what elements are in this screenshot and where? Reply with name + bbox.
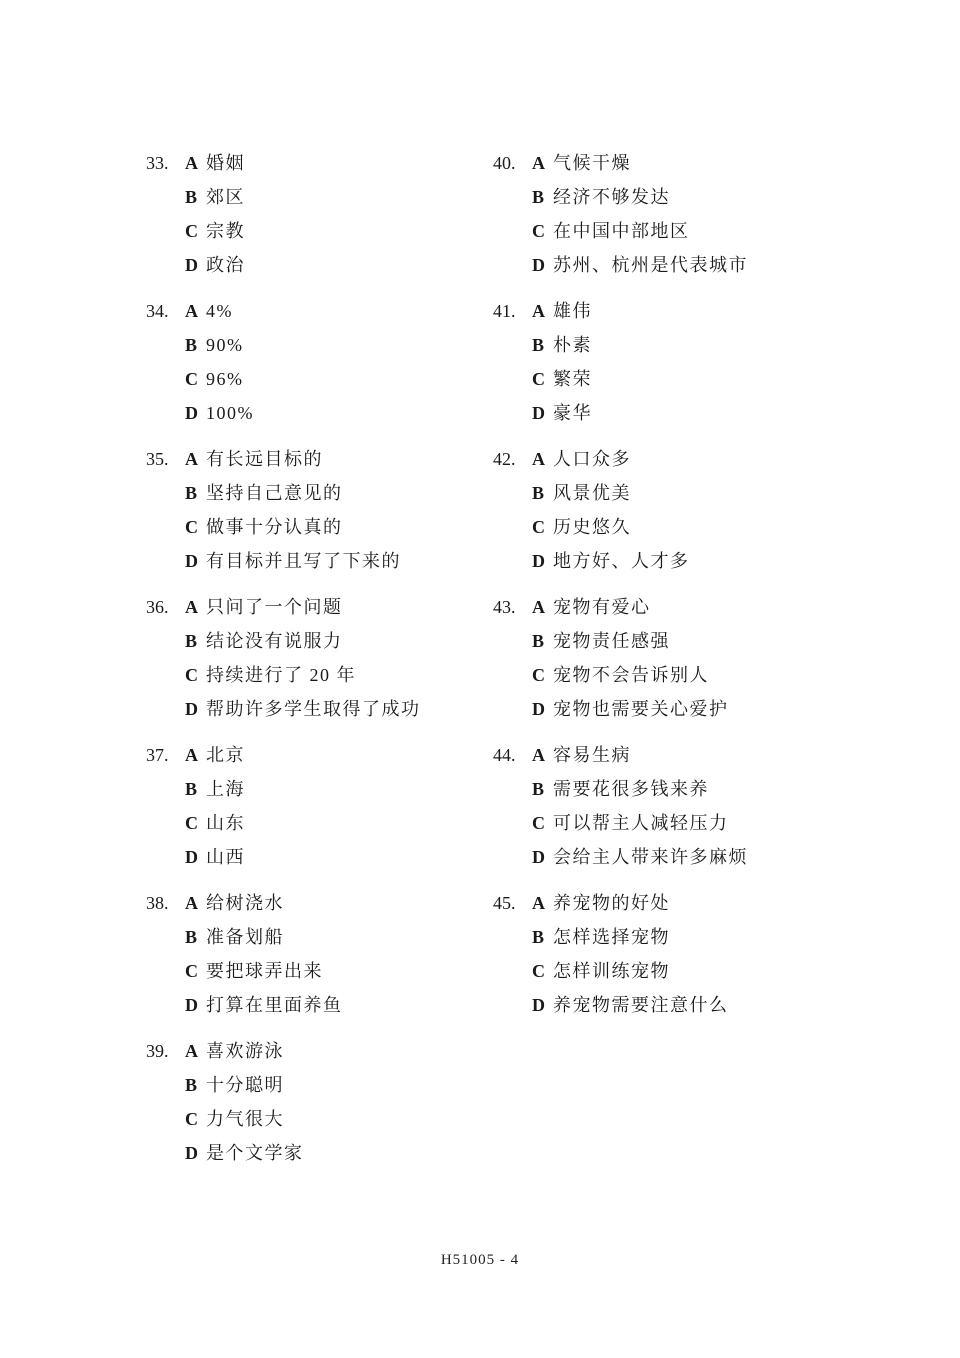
- question-number: 33.: [146, 153, 169, 173]
- option-letter: B: [532, 483, 545, 503]
- options-list: [185, 442, 401, 578]
- option-row: [185, 692, 421, 726]
- option-row: [532, 658, 729, 692]
- option-text: 给树浇水: [206, 893, 284, 913]
- option-letter: A: [532, 597, 545, 617]
- option-letter: A: [532, 301, 545, 321]
- option-row: [532, 180, 748, 214]
- option-letter: C: [532, 665, 545, 685]
- option-text: 婚姻: [206, 153, 245, 173]
- option-row: [185, 442, 401, 476]
- option-letter: A: [185, 745, 198, 765]
- option-letter: A: [185, 301, 198, 321]
- options-list: [185, 590, 421, 726]
- option-letter: C: [185, 961, 198, 981]
- option-row: [532, 692, 729, 726]
- option-row: [532, 362, 592, 396]
- option-text: 宠物责任感强: [553, 631, 670, 651]
- option-text: 准备划船: [206, 927, 284, 947]
- option-row: [185, 738, 245, 772]
- option-letter: A: [532, 893, 545, 913]
- option-text: 做事十分认真的: [206, 517, 343, 537]
- option-row: [185, 886, 343, 920]
- option-letter: D: [532, 255, 545, 275]
- option-row: [185, 624, 421, 658]
- option-text: 会给主人带来许多麻烦: [553, 847, 748, 867]
- option-text: 需要花很多钱来养: [553, 779, 709, 799]
- option-row: [532, 772, 748, 806]
- option-letter: B: [185, 779, 198, 799]
- option-letter: C: [532, 221, 545, 241]
- option-row: [185, 806, 245, 840]
- question-number: 38.: [146, 893, 169, 913]
- option-row: [185, 590, 421, 624]
- option-letter: C: [185, 665, 198, 685]
- option-text: 雄伟: [553, 301, 592, 321]
- question-block-44: [493, 738, 748, 874]
- option-row: [185, 476, 401, 510]
- option-row: [185, 988, 343, 1022]
- option-letter: C: [532, 369, 545, 389]
- option-text: 打算在里面养鱼: [206, 995, 343, 1015]
- question-block-34: [146, 294, 421, 430]
- option-text: 怎样选择宠物: [553, 927, 670, 947]
- question-number: 42.: [493, 449, 516, 469]
- option-letter: B: [532, 631, 545, 651]
- option-row: [185, 1068, 304, 1102]
- option-letter: C: [185, 221, 198, 241]
- option-letter: D: [185, 551, 198, 571]
- option-text: 有目标并且写了下来的: [206, 551, 401, 571]
- option-row: [185, 146, 245, 180]
- question-block-33: [146, 146, 421, 282]
- option-letter: A: [185, 597, 198, 617]
- option-text: 96%: [206, 369, 244, 389]
- options-list: [532, 590, 729, 726]
- option-text: 山东: [206, 813, 245, 833]
- option-text: 4%: [206, 301, 233, 321]
- option-letter: A: [532, 153, 545, 173]
- option-letter: B: [532, 927, 545, 947]
- question-number: 36.: [146, 597, 169, 617]
- option-letter: B: [185, 483, 198, 503]
- option-letter: D: [532, 403, 545, 423]
- option-text: 宗教: [206, 221, 245, 241]
- option-row: [532, 624, 729, 658]
- option-row: [532, 328, 592, 362]
- option-row: [185, 544, 401, 578]
- option-letter: B: [185, 631, 198, 651]
- option-letter: A: [532, 745, 545, 765]
- question-number: 35.: [146, 449, 169, 469]
- option-text: 历史悠久: [553, 517, 631, 537]
- option-letter: A: [185, 153, 198, 173]
- option-letter: A: [185, 1041, 198, 1061]
- option-row: [185, 658, 421, 692]
- option-text: 宠物也需要关心爱护: [553, 699, 729, 719]
- option-row: [532, 590, 729, 624]
- options-list: [532, 442, 690, 578]
- question-number: 45.: [493, 893, 516, 913]
- option-row: [532, 294, 592, 328]
- option-letter: D: [185, 847, 198, 867]
- options-list: [185, 146, 245, 282]
- option-letter: A: [532, 449, 545, 469]
- question-block-40: [493, 146, 748, 282]
- option-text: 经济不够发达: [553, 187, 670, 207]
- option-row: [185, 294, 254, 328]
- option-letter: C: [185, 517, 198, 537]
- option-letter: D: [185, 255, 198, 275]
- option-text: 在中国中部地区: [553, 221, 690, 241]
- option-text: 气候干燥: [553, 153, 631, 173]
- options-list: [532, 294, 592, 430]
- option-text: 结论没有说服力: [206, 631, 343, 651]
- option-row: [532, 248, 748, 282]
- options-list: [532, 738, 748, 874]
- option-letter: D: [532, 551, 545, 571]
- option-row: [185, 840, 245, 874]
- question-block-38: [146, 886, 421, 1022]
- option-row: [185, 1136, 304, 1170]
- option-text: 持续进行了 20 年: [206, 665, 356, 685]
- option-letter: D: [532, 699, 545, 719]
- option-text: 可以帮主人减轻压力: [553, 813, 729, 833]
- option-row: [185, 248, 245, 282]
- option-row: [185, 772, 245, 806]
- option-letter: B: [532, 187, 545, 207]
- option-row: [185, 510, 401, 544]
- option-letter: D: [185, 403, 198, 423]
- option-text: 宠物不会告诉别人: [553, 665, 709, 685]
- option-text: 苏州、杭州是代表城市: [553, 255, 748, 275]
- option-row: [185, 1102, 304, 1136]
- option-letter: C: [532, 961, 545, 981]
- question-block-36: [146, 590, 421, 726]
- option-row: [532, 396, 592, 430]
- option-row: [185, 954, 343, 988]
- question-block-39: [146, 1034, 421, 1170]
- option-row: [532, 510, 690, 544]
- question-number: 34.: [146, 301, 169, 321]
- question-number: 44.: [493, 745, 516, 765]
- option-text: 山西: [206, 847, 245, 867]
- option-letter: C: [185, 813, 198, 833]
- options-list: [532, 886, 729, 1022]
- option-row: [532, 920, 729, 954]
- option-row: [185, 328, 254, 362]
- option-text: 北京: [206, 745, 245, 765]
- option-text: 100%: [206, 403, 254, 423]
- option-row: [185, 920, 343, 954]
- options-list: [532, 146, 748, 282]
- option-letter: C: [185, 369, 198, 389]
- option-letter: B: [532, 335, 545, 355]
- option-text: 帮助许多学生取得了成功: [206, 699, 421, 719]
- option-row: [532, 840, 748, 874]
- option-letter: D: [532, 995, 545, 1015]
- option-row: [185, 362, 254, 396]
- option-letter: B: [185, 927, 198, 947]
- question-number: 40.: [493, 153, 516, 173]
- question-number: 41.: [493, 301, 516, 321]
- option-letter: A: [185, 449, 198, 469]
- option-text: 豪华: [553, 403, 592, 423]
- options-list: [185, 738, 245, 874]
- option-letter: C: [532, 813, 545, 833]
- option-row: [185, 1034, 304, 1068]
- question-block-37: [146, 738, 421, 874]
- option-text: 是个文学家: [206, 1143, 304, 1163]
- option-text: 朴素: [553, 335, 592, 355]
- option-letter: C: [532, 517, 545, 537]
- option-letter: C: [185, 1109, 198, 1129]
- options-list: [185, 294, 254, 430]
- option-letter: D: [532, 847, 545, 867]
- question-number: 37.: [146, 745, 169, 765]
- option-row: [532, 806, 748, 840]
- option-row: [532, 214, 748, 248]
- option-text: 喜欢游泳: [206, 1041, 284, 1061]
- option-row: [532, 476, 690, 510]
- option-row: [532, 988, 729, 1022]
- option-row: [185, 214, 245, 248]
- question-block-35: [146, 442, 421, 578]
- column-right: [493, 146, 748, 1034]
- option-letter: D: [185, 699, 198, 719]
- option-letter: B: [185, 187, 198, 207]
- option-text: 要把球弄出来: [206, 961, 323, 981]
- option-row: [532, 146, 748, 180]
- question-block-45: [493, 886, 748, 1022]
- question-block-41: [493, 294, 748, 430]
- option-text: 90%: [206, 335, 244, 355]
- option-text: 坚持自己意见的: [206, 483, 343, 503]
- question-block-42: [493, 442, 748, 578]
- question-number: 39.: [146, 1041, 169, 1061]
- page-footer-code: H51005 - 4: [440, 1252, 520, 1268]
- option-text: 养宠物的好处: [553, 893, 670, 913]
- question-block-43: [493, 590, 748, 726]
- option-row: [532, 738, 748, 772]
- option-letter: B: [532, 779, 545, 799]
- option-text: 怎样训练宠物: [553, 961, 670, 981]
- option-text: 郊区: [206, 187, 245, 207]
- option-text: 繁荣: [553, 369, 592, 389]
- option-row: [532, 544, 690, 578]
- option-letter: D: [185, 1143, 198, 1163]
- option-row: [532, 886, 729, 920]
- option-row: [532, 954, 729, 988]
- option-letter: B: [185, 1075, 198, 1095]
- column-left: [146, 146, 421, 1182]
- options-list: [185, 1034, 304, 1170]
- option-row: [532, 442, 690, 476]
- option-letter: A: [185, 893, 198, 913]
- option-row: [185, 396, 254, 430]
- option-text: 容易生病: [553, 745, 631, 765]
- option-text: 风景优美: [553, 483, 631, 503]
- option-text: 上海: [206, 779, 245, 799]
- option-text: 十分聪明: [206, 1075, 284, 1095]
- option-text: 力气很大: [206, 1109, 284, 1129]
- option-letter: B: [185, 335, 198, 355]
- option-letter: D: [185, 995, 198, 1015]
- option-text: 只问了一个问题: [206, 597, 343, 617]
- option-text: 养宠物需要注意什么: [553, 995, 729, 1015]
- option-text: 有长远目标的: [206, 449, 323, 469]
- option-text: 地方好、人才多: [553, 551, 690, 571]
- question-number: 43.: [493, 597, 516, 617]
- option-row: [185, 180, 245, 214]
- option-text: 宠物有爱心: [553, 597, 651, 617]
- option-text: 政治: [206, 255, 245, 275]
- option-text: 人口众多: [553, 449, 631, 469]
- options-list: [185, 886, 343, 1022]
